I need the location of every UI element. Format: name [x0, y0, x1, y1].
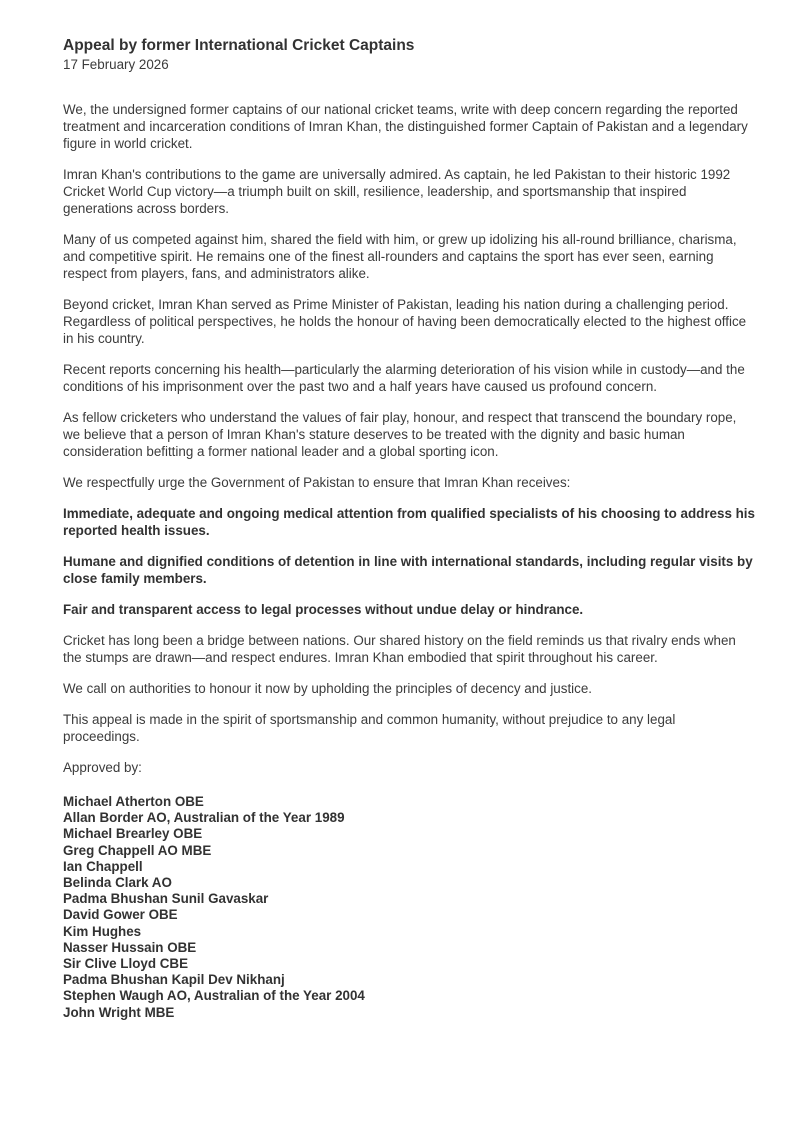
document-title: Appeal by former International Cricket Captains [63, 37, 415, 54]
signatory-michael-brearley: Michael Brearley OBE [63, 826, 203, 842]
paragraph-bridge: Cricket has long been a bridge between nations. Our shared history on the field reminds us that rivalry ends when the stumps are drawn—and respect endures. Imran Khan embodied that spirit throughout his career. [63, 633, 736, 665]
signatory-belinda-clark: Belinda Clark AO [63, 875, 172, 891]
signatory-nasser-hussain: Nasser Hussain OBE [63, 939, 197, 955]
paragraph-competed: Many of us competed against him, shared the field with him, or grew up idolizing his all-round brilliance, charisma, and competitive spirit. He remains one of the finest all-rounders and captains the sport has ever seen, earning respect from players, fans, and administrators alike. [63, 232, 737, 281]
signatory-kim-hughes: Kim Hughes [63, 923, 142, 939]
paragraph-spirit: This appeal is made in the spirit of sportsmanship and common humanity, without prejudice to any legal proceedings. [63, 712, 676, 744]
paragraph-intro: We, the undersigned former captains of our national cricket teams, write with deep concern regarding the reported treatment and incarceration conditions of Imran Khan, the distinguished former Captain of Pakistan and a legendary figure in world cricket. [63, 102, 748, 151]
paragraph-urge: We respectfully urge the Government of Pakistan to ensure that Imran Khan receives: [63, 475, 571, 490]
demand-legal-access: Fair and transparent access to legal processes without undue delay or hindrance. [63, 602, 584, 617]
demand-humane-conditions: Humane and dignified conditions of detention in line with international standards, including regular visits by close family members. [63, 554, 753, 586]
paragraph-health-reports: Recent reports concerning his health—particularly the alarming deterioration of his vision while in custody—and the conditions of his imprisonment over the past two and a half years have caused us profound concern. [63, 362, 745, 394]
paragraph-fellow-cricketers: As fellow cricketers who understand the values of fair play, honour, and respect that transcend the boundary rope, we believe that a person of Imran Khan's stature deserves to be treated with the dignity and basic human consideration befitting a former national leader and a global sporting icon. [63, 410, 737, 459]
approved-by-label: Approved by: [63, 760, 142, 775]
signatory-sunil-gavaskar: Padma Bhushan Sunil Gavaskar [63, 891, 269, 907]
signatory-john-wright: John Wright MBE [63, 1004, 175, 1020]
signatory-david-gower: David Gower OBE [63, 907, 178, 923]
signatory-michael-atherton: Michael Atherton OBE [63, 794, 204, 809]
signatory-clive-lloyd: Sir Clive Lloyd CBE [63, 956, 189, 972]
signatory-kapil-dev: Padma Bhushan Kapil Dev Nikhanj [63, 972, 285, 988]
paragraph-call-authorities: We call on authorities to honour it now by upholding the principles of decency and justice. [63, 681, 593, 696]
signatory-ian-chappell: Ian Chappell [63, 858, 143, 874]
paragraph-beyond-cricket: Beyond cricket, Imran Khan served as Prime Minister of Pakistan, leading his nation during a challenging period. Regardless of political perspectives, he holds the honour of having been democratically elected to the highest office in his country. [63, 297, 747, 346]
signatory-allan-border: Allan Border AO, Australian of the Year 1989 [63, 810, 345, 826]
signatory-greg-chappell: Greg Chappell AO MBE [63, 842, 212, 858]
document-date: 17 February 2026 [63, 57, 169, 72]
demand-medical-attention: Immediate, adequate and ongoing medical attention from qualified specialists of his choosing to address his reported health issues. [63, 506, 755, 538]
document-header [63, 36, 755, 73]
signatory-stephen-waugh: Stephen Waugh AO, Australian of the Year 2004 [63, 988, 365, 1004]
paragraph-contributions: Imran Khan's contributions to the game are universally admired. As captain, he led Pakistan to their historic 1992 Cricket World Cup victory—a triumph built on skill, resilience, leadership, and sportsmanship that inspired generations across borders. [63, 167, 731, 216]
signatories-list [63, 794, 755, 1021]
document-body [63, 101, 755, 1021]
